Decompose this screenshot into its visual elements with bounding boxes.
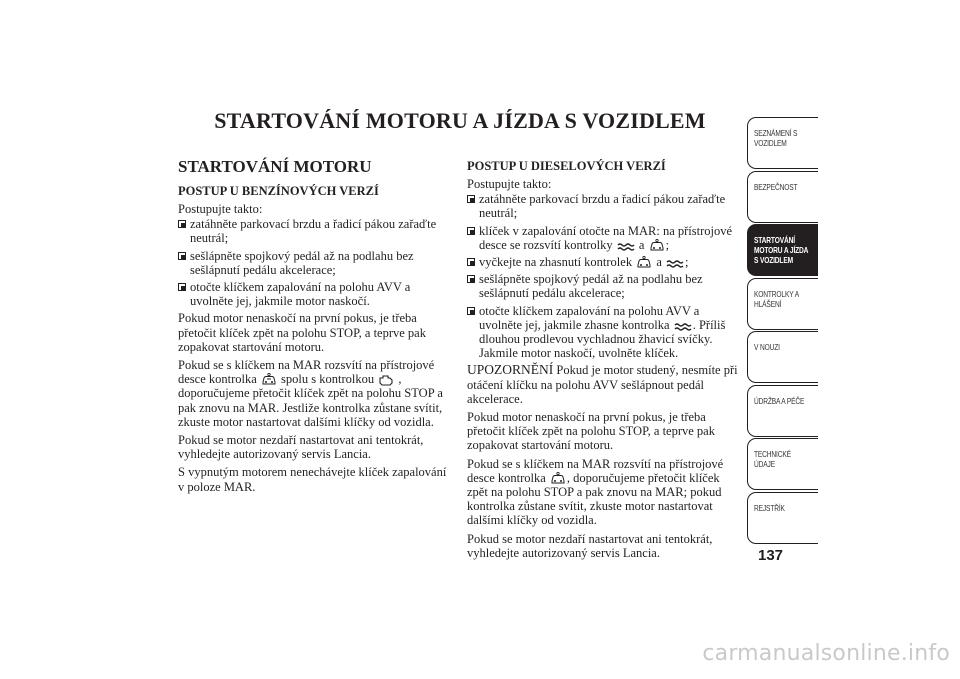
list-item: zatáhněte parkovací brzdu a řadicí pákou zařaďte neutrál; [467,192,742,220]
list-item: otočte klíčkem zapalování na polohu AVV a uvolněte jej, jakmile motor naskočí. [178,280,450,308]
list-item: sešlápněte spojkový pedál až na podlahu bez sešlápnutí pedálu akcelerace; [467,272,742,300]
car-key-warning-icon [636,256,652,269]
tab-technicke-udaje[interactable]: TECHNICKÉ ÚDAJE [747,438,818,490]
list-item: klíček v zapalování otočte na MAR: na přístrojové desce se rozsvítí kontrolky a ; [467,224,742,252]
tab-udrzba[interactable]: ÚDRŽBA A PÉČE [747,385,818,437]
checkbox-bullet-icon [467,275,475,283]
glow-plug-icon [666,259,684,269]
checkbox-bullet-icon [467,227,475,235]
car-key-warning-icon [649,239,665,252]
section-heading: STARTOVÁNÍ MOTORU [178,157,372,176]
paragraph: Pokud motor nenaskočí na první pokus, je třeba přetočit klíček zpět na polohu STOP, a teprve pak zopakovat startování motoru. [178,311,426,354]
tab-startovani-active[interactable]: STARTOVÁNÍ MOTORU A JÍZDA S VOZIDLEM [747,224,818,276]
list-item: sešlápněte spojkový pedál až na podlahu bez sešlápnutí pedálu akcelerace; [178,249,450,277]
paragraph: Pokud motor nenaskočí na první pokus, je třeba přetočit klíček zpět na polohu STOP, a teprve pak zopakovat startování motoru. [467,410,715,453]
glow-plug-icon [617,242,635,252]
diesel-subheading: POSTUP U DIESELOVÝCH VERZÍ [467,159,666,173]
checkbox-bullet-icon [178,283,186,291]
page-number: 137 [758,547,784,564]
right-column [467,157,742,564]
page-title: STARTOVÁNÍ MOTORU A JÍZDA S VOZIDLEM [214,108,706,133]
paragraph: Pokud se s klíčkem na MAR rozsvítí na přístrojové desce kontrolka spolu s kontrolkou , doporučujeme přetočit klíček zpět na polohu STOP a pak znovu na MAR. Jestliže kontrolka zůstane svítit, zkuste motor nastartovat dalšími klíčky od vozidla. [178,358,443,429]
checkbox-bullet-icon [467,258,475,266]
list-item: vyčkejte na zhasnutí kontrolek a ; [467,255,742,269]
warning-label: UPOZORNĚNÍ [467,362,554,378]
checkbox-bullet-icon [178,220,186,228]
car-key-warning-icon [261,373,277,386]
glow-plug-icon [674,322,692,332]
tab-seznameni[interactable]: SEZNÁMENÍ S VOZIDLEM [747,117,818,169]
warning-paragraph: UPOZORNĚNÍ Pokud je motor studený, nesmíte při otáčení klíčku na polohu AVV sešlápnout pedál akcelerace. [467,362,738,406]
list-item: zatáhněte parkovací brzdu a řadicí pákou zařaďte neutrál; [178,217,450,245]
chapter-tabs [747,117,818,545]
tab-kontrolky[interactable]: KONTROLKY A HLÁŠENÍ [747,278,818,330]
list-item: otočte klíčkem zapalování na polohu AVV a uvolněte jej, jakmile zhasne kontrolka . Příliš dlouhou prodlevou vychladnou žhavicí svíčky. Jakmile motor naskočí, uvolněte klíček. [467,304,742,361]
watermark: carmanualsonline.info [702,641,950,666]
diesel-steps [467,192,742,360]
checkbox-bullet-icon [467,195,475,203]
tab-bezpecnost[interactable]: BEZPEČNOST [747,171,818,223]
checkbox-bullet-icon [467,307,475,315]
car-key-warning-icon [550,472,566,485]
left-column [178,157,450,498]
paragraph: S vypnutým motorem nenechávejte klíček zapalování v poloze MAR. [178,465,447,494]
petrol-steps [178,217,450,308]
paragraph: Pokud se s klíčkem na MAR rozsvítí na přístrojové desce kontrolka , doporučujeme přetočit klíček zpět na polohu STOP a pak znovu na MAR; pokud kontrolka zůstane svítit, zkuste motor nastartovat dalšími klíčky od vozidla. [467,456,724,528]
petrol-subheading: POSTUP U BENZÍNOVÝCH VERZÍ [178,184,379,198]
engine-check-icon [378,374,394,386]
diesel-lead: Postupujte takto: [467,177,552,191]
petrol-lead: Postupujte takto: [178,202,263,216]
tab-rejstrik[interactable]: REJSTŘÍK [747,492,818,544]
tab-v-nouzi[interactable]: V NOUZI [747,331,818,383]
paragraph: Pokud se motor nezdaří nastartovat ani tentokrát, vyhledejte autorizovaný servis Lancia. [467,531,713,560]
checkbox-bullet-icon [178,252,186,260]
paragraph: Pokud se motor nezdaří nastartovat ani tentokrát, vyhledejte autorizovaný servis Lancia. [178,433,424,462]
